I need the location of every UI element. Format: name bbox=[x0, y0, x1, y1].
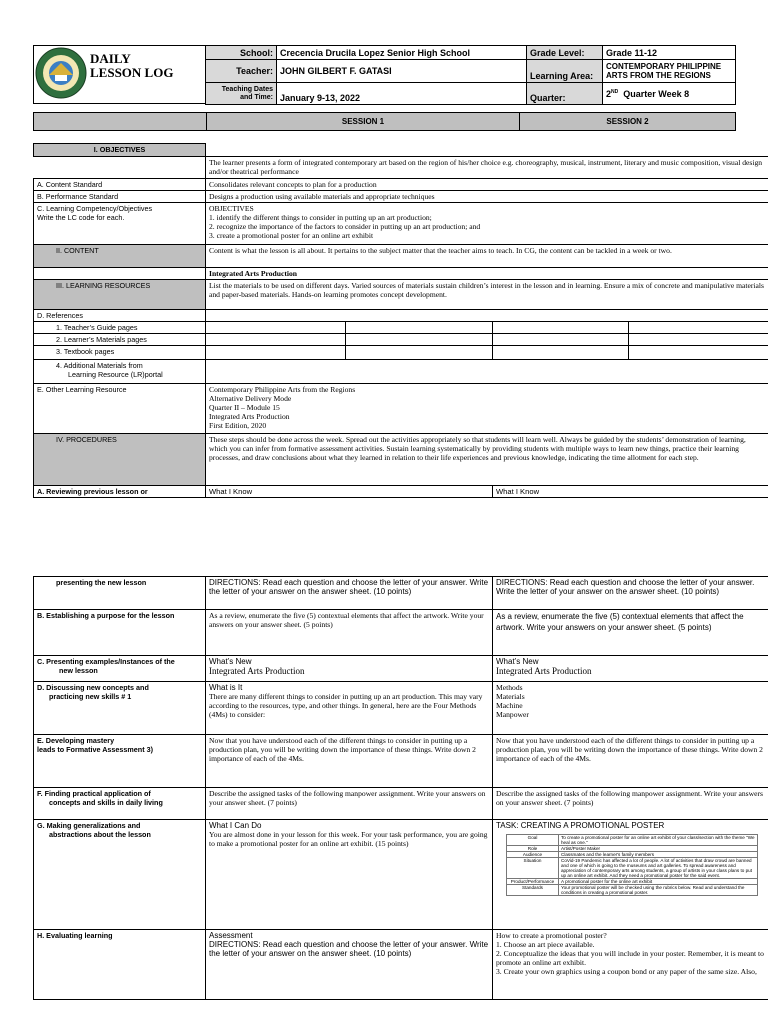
method-2: Materials bbox=[496, 692, 525, 701]
ref-cell bbox=[346, 334, 493, 346]
generalization-label-1: G. Making generalizations and bbox=[37, 821, 141, 830]
competency-label-2: Write the LC code for each. bbox=[37, 213, 125, 222]
poster-step-1: 1. Choose an art piece available. bbox=[496, 940, 595, 949]
evaluating-session-2 bbox=[493, 930, 768, 1000]
presenting-lesson-label: presenting the new lesson bbox=[34, 577, 206, 610]
application-label bbox=[34, 788, 206, 820]
reviewing-session-1: What I Know bbox=[206, 486, 493, 498]
mastery-session-2: Now that you have understood each of the different things to consider in putting up a production plan, you will be writing down the importance of these things. Write down 2 importance of each of the 4Ms. bbox=[493, 735, 768, 788]
generalization-label-2: abstractions about the lesson bbox=[49, 830, 151, 839]
ref-textbook: 3. Textbook pages bbox=[34, 346, 206, 360]
ref-additional-2: Learning Resource (LR)portal bbox=[68, 370, 163, 379]
ref-cell bbox=[493, 334, 629, 346]
reviewing-session-2: What I Know bbox=[493, 486, 768, 498]
grade-label: Grade Level: bbox=[527, 46, 603, 60]
objectives-blank bbox=[206, 144, 768, 157]
dates-label bbox=[206, 83, 277, 105]
task-row bbox=[507, 835, 758, 846]
other-resource-label: E. Other Learning Resource bbox=[34, 384, 206, 434]
procedures-heading: IV. PROCEDURES bbox=[34, 434, 206, 486]
evaluating-session-1 bbox=[206, 930, 493, 1000]
content-topic: Integrated Arts Production bbox=[206, 268, 768, 280]
ref-cell bbox=[629, 334, 768, 346]
what-i-can-do-text: You are almost done in your lesson for this week. For your task performance, you are going to make a promotional poster for an online art exhibit. (15 points) bbox=[209, 830, 488, 848]
presenting-session-1: DIRECTIONS: Read each question and choose the letter of your answer. Write the letter of your answer on the answer sheet. (10 points) bbox=[206, 577, 493, 610]
examples-session-2 bbox=[493, 656, 768, 682]
ref-additional-value bbox=[206, 360, 768, 384]
dates-value: January 9-13, 2022 bbox=[277, 83, 527, 105]
discussing-label-1: D. Discussing new concepts and bbox=[37, 683, 149, 692]
ref-teachers-guide: 1. Teacher’s Guide pages bbox=[34, 322, 206, 334]
task-row-label: Goal bbox=[507, 835, 559, 846]
teacher-value: JOHN GILBERT F. GATASI bbox=[277, 60, 527, 83]
other-resource-2: Alternative Delivery Mode bbox=[209, 394, 292, 403]
performance-standard: Designs a production using available materials and appropriate techniques bbox=[206, 191, 768, 203]
task-row-value: Classmates and the learner's family members bbox=[559, 852, 758, 858]
quarter-num: 2 bbox=[606, 88, 612, 99]
ref-cell bbox=[493, 346, 629, 360]
session-1-header: SESSION 1 bbox=[207, 113, 520, 131]
references-label: D. References bbox=[34, 310, 206, 322]
dates-label-2: and Time: bbox=[240, 93, 273, 101]
what-is-it-text: There are many different things to consider in putting up an art production. This may vary according to the resources, type, and other things. In general, here are the Four Methods (4Ms) to consider: bbox=[209, 692, 483, 719]
task-row-label: Product/Performance bbox=[507, 879, 559, 885]
lesson-table-page1 bbox=[33, 143, 768, 498]
examples-label bbox=[34, 656, 206, 682]
objective-2: 2. recognize the importance of the factors to consider in putting up an art production; and bbox=[209, 222, 481, 231]
ref-cell bbox=[206, 322, 346, 334]
content-description: Content is what the lesson is all about. It pertains to the subject matter that the teacher aims to teach. In CG, the content can be tackled in a week or two. bbox=[206, 245, 768, 268]
mastery-label-1: E. Developing mastery bbox=[37, 736, 115, 745]
poster-steps-heading: How to create a promotional poster? bbox=[496, 931, 607, 940]
application-label-1: F. Finding practical application of bbox=[37, 789, 151, 798]
topic-1: Integrated Arts Production bbox=[209, 666, 305, 676]
quarter-value bbox=[603, 83, 736, 105]
other-resource-5: First Edition, 2020 bbox=[209, 421, 267, 430]
other-resource-1: Contemporary Philippine Arts from the Regions bbox=[209, 385, 356, 394]
task-row-label: Standards bbox=[507, 885, 559, 896]
ref-cell bbox=[346, 322, 493, 334]
area-value: CONTEMPORARY PHILIPPINE ARTS FROM THE REGIONS bbox=[603, 60, 736, 83]
task-row bbox=[507, 858, 758, 879]
title-line-1: DAILY bbox=[90, 51, 131, 66]
generalization-session-2 bbox=[493, 820, 768, 930]
ref-cell bbox=[629, 322, 768, 334]
procedures-description: These steps should be done across the week. Spread out the activities appropriately so that students will learn well. Always be guided by the students’ demonstration of learning, which you can infer from formative assessment activities. Sustain learning systematically by providing students with multiple ways to learn new things, practice their learning processes, and draw conclusions about what they learned in relation to their life experiences and previous knowledge, indicating the time allotment for each step. bbox=[206, 434, 768, 486]
competency-label-1: C. Learning Competency/Objectives bbox=[37, 204, 153, 213]
resources-heading: III. LEARNING RESOURCES bbox=[34, 280, 206, 310]
purpose-session-1: As a review, enumerate the five (5) contextual elements that affect the artwork. Write your answers on your answer sheet. (5 points) bbox=[206, 610, 493, 656]
lesson-table-page2 bbox=[33, 576, 768, 1000]
other-resource-4: Integrated Arts Production bbox=[209, 412, 290, 421]
quarter-sup: ND bbox=[611, 88, 619, 95]
title-line-2: LESSON LOG bbox=[90, 65, 174, 80]
references-value bbox=[206, 310, 768, 322]
task-title: TASK: CREATING A PROMOTIONAL POSTER bbox=[496, 821, 665, 830]
topic-2: Integrated Arts Production bbox=[496, 666, 592, 676]
examples-label-1: C. Presenting examples/Instances of the bbox=[37, 657, 175, 666]
task-table bbox=[506, 834, 758, 896]
other-resources bbox=[206, 384, 768, 434]
content-heading: II. CONTENT bbox=[34, 245, 206, 268]
task-row-value: A promotional poster for the online art exhibit bbox=[559, 879, 758, 885]
objective-heading: OBJECTIVES bbox=[209, 204, 254, 213]
discussing-label-2: practicing new skills # 1 bbox=[49, 692, 132, 701]
task-row-value: CoVid-19 Pandemic has affected a lot of people. A lot of activities that draw crowd are banned and one of which is going to the museums and art galleries. To spread awareness and appreciation of contemporary arts among students, a group of artists in your class plans to put up an online art exhibit. And they need a promotional poster for the said event. bbox=[559, 858, 758, 879]
method-3: Machine bbox=[496, 701, 523, 710]
quarter-rest: Quarter Week 8 bbox=[623, 88, 690, 99]
content-topic-label bbox=[34, 268, 206, 280]
discussing-label bbox=[34, 682, 206, 735]
ref-additional-1: 4. Additional Materials from bbox=[56, 361, 143, 370]
ref-cell bbox=[206, 346, 346, 360]
task-row-value: Artist/Poster Maker bbox=[559, 846, 758, 852]
session-header bbox=[33, 112, 736, 131]
header-table bbox=[205, 45, 736, 105]
ref-cell bbox=[493, 322, 629, 334]
resources-description: List the materials to be used on different days. Varied sources of materials sustain children’s interest in the lesson and in learning. Ensure a mix of concrete and manipulative materials and paper-based materials. Hands-on learning promotes concept development. bbox=[206, 280, 768, 310]
content-standard-label: A. Content Standard bbox=[34, 179, 206, 191]
generalization-label bbox=[34, 820, 206, 930]
mastery-label bbox=[34, 735, 206, 788]
content-standard: Consolidates relevant concepts to plan for a production bbox=[206, 179, 768, 191]
presenting-session-2: DIRECTIONS: Read each question and choose the letter of your answer. Write the letter of your answer on the answer sheet. (10 points) bbox=[493, 577, 768, 610]
session-2-header: SESSION 2 bbox=[520, 113, 736, 131]
objective-3: 3. create a promotional poster for an online art exhibit bbox=[209, 231, 374, 240]
school-label: School: bbox=[206, 46, 277, 60]
assessment-directions: DIRECTIONS: Read each question and choose the letter of your answer. Write the letter of your answer on the answer sheet. (10 points) bbox=[209, 940, 489, 958]
task-row-label: Audience bbox=[507, 852, 559, 858]
objective-1: 1. identify the different things to consider in putting up an art production; bbox=[209, 213, 432, 222]
method-4: Manpower bbox=[496, 710, 529, 719]
application-label-2: concepts and skills in daily living bbox=[49, 798, 163, 807]
task-row-label: Situation bbox=[507, 858, 559, 879]
whats-new-1: What’s New bbox=[209, 657, 252, 666]
evaluating-label: H. Evaluating learning bbox=[34, 930, 206, 1000]
session-header-blank bbox=[34, 113, 207, 131]
other-resource-3: Quarter II – Module 15 bbox=[209, 403, 280, 412]
task-row bbox=[507, 885, 758, 896]
application-session-1: Describe the assigned tasks of the following manpower assignment. Write your answers on your answer sheet. (7 points) bbox=[206, 788, 493, 820]
ref-cell bbox=[206, 334, 346, 346]
quarter-label: Quarter: bbox=[527, 83, 603, 105]
whats-new-2: What’s New bbox=[496, 657, 539, 666]
discussing-session-2 bbox=[493, 682, 768, 735]
mastery-label-2: leads to Formative Assessment 3) bbox=[37, 745, 153, 754]
purpose-session-2: As a review, enumerate the five (5) contextual elements that affect the artwork. Write your answers on your answer sheet. (5 points) bbox=[493, 610, 768, 656]
competency-label bbox=[34, 203, 206, 245]
task-row-value: To create a promotional poster for an online art exhibit of your class/section with the theme "We heal as one." bbox=[559, 835, 758, 846]
application-session-2: Describe the assigned tasks of the following manpower assignment. Write your answers on your answer sheet. (7 points) bbox=[493, 788, 768, 820]
dates-label-1: Teaching Dates bbox=[221, 85, 273, 93]
objectives-intro: The learner presents a form of integrated contemporary art based on the region of his/her choice e.g. choreography, musical, instrument, literary and music composition, visual design and/or theatrical performance bbox=[206, 157, 768, 179]
teacher-label: Teacher: bbox=[206, 60, 277, 83]
objectives-intro-label bbox=[34, 157, 206, 179]
method-1: Methods bbox=[496, 683, 523, 692]
area-label: Learning Area: bbox=[527, 60, 603, 83]
ref-learners-materials: 2. Learner’s Materials pages bbox=[34, 334, 206, 346]
objectives-heading: I. OBJECTIVES bbox=[34, 144, 206, 157]
grade-value: Grade 11-12 bbox=[603, 46, 736, 60]
performance-standard-label: B. Performance Standard bbox=[34, 191, 206, 203]
what-i-can-do: What I Can Do bbox=[209, 821, 262, 830]
poster-step-3: 3. Create your own graphics using a coupon bond or any paper of the same size. Also, bbox=[496, 967, 757, 976]
ref-cell bbox=[629, 346, 768, 360]
school-value: Crecencia Drucila Lopez Senior High School bbox=[277, 46, 527, 60]
reviewing-label: A. Reviewing previous lesson or bbox=[34, 486, 206, 498]
header-box bbox=[33, 45, 205, 104]
ref-additional-materials bbox=[34, 360, 206, 384]
poster-step-2: 2. Conceptualize the ideas that you will include in your poster. Remember, it is meant to promote an online art exhibit. bbox=[496, 949, 764, 967]
generalization-session-1 bbox=[206, 820, 493, 930]
assessment-heading: Assessment bbox=[209, 931, 253, 940]
what-is-it: What is It bbox=[209, 683, 243, 692]
task-row-label: Role bbox=[507, 846, 559, 852]
task-row-value: Your promotional poster will be checked using the rubrics below. Read and understand the conditions in creating a promotional poster. bbox=[559, 885, 758, 896]
discussing-session-1 bbox=[206, 682, 493, 735]
examples-session-1 bbox=[206, 656, 493, 682]
purpose-label: B. Establishing a purpose for the lesson bbox=[34, 610, 206, 656]
mastery-session-1: Now that you have understood each of the different things to consider in putting up a production plan, you will be writing down the importance of these things. Write down 2 importance of each of the 4Ms. bbox=[206, 735, 493, 788]
competency-objectives bbox=[206, 203, 768, 245]
ref-cell bbox=[346, 346, 493, 360]
examples-label-2: new lesson bbox=[59, 666, 98, 675]
